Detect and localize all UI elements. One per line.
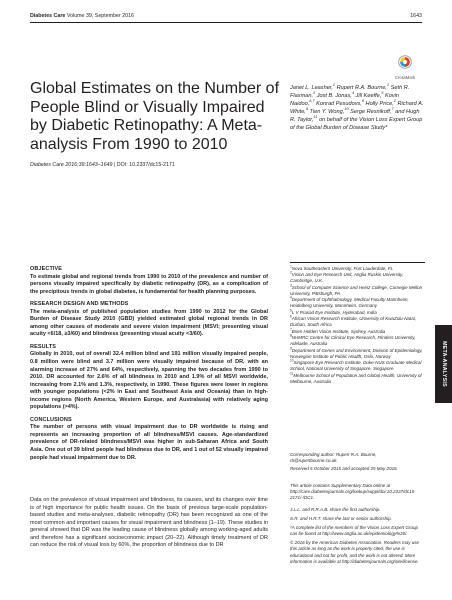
affiliation-text: School of Computer Science and Heinz College, Carnegie Mellon University, Pittsburgh, PA (290, 284, 423, 296)
footnote-item: © 2016 by the American Diabetes Association. Readers may use this article as long as the work is properly cited, the use is educational and not for profit, and the work is not altered. More information is available at http://diabetesjournals.org/site/license. (290, 540, 420, 564)
conclusions-text: The number of persons with visual impairment due to DR worldwide is rising and represents an increasing proportion of all blindness/MSVI causes. Age-standardized prevalence of DR-related blindness/MSVI was higher in sub-Saharan Africa and South Asia. One out of 39 blind people had blindness due to DR, and 1 out of 52 visually impaired people had visual impairment due to DR. (30, 424, 268, 461)
design-text: The meta-analysis of published population studies from 1990 to 2012 for the Global Burden of Disease Study 2010 (GBD) yielded estimated global regional trends in DR among other causes of moderate and severe vision impairment (MSVI; presenting visual acuity <6/18, ≥3/60) and blindness (presenting visual acuity <3/60). (30, 308, 268, 338)
affiliation-number: 1 (290, 264, 292, 269)
affiliation-number: 2 (290, 270, 292, 275)
affiliation-text: L V Prasad Eye Institute, Hyderabad, India (291, 309, 377, 315)
affiliation-number: 6 (290, 314, 292, 319)
affiliation-text: Singapore Eye Research Institute, Duke-NUS Graduate Medical School, National University of Singapore, Singapore (290, 360, 422, 372)
affiliation-text: Nova Southeastern University, Fort Lauderdale, FL (291, 266, 393, 271)
abstract (30, 266, 268, 467)
author-name: Serge Resnikoff, (350, 109, 392, 116)
article-title: Global Estimates on the Number of People Blind or Visually Impaired by Diabetic Retinopathy: A Meta-analysis From 1990 to 2010 (30, 80, 280, 153)
footnote-item: J.L.L. and R.R.A.B. share the first authorship. (290, 507, 381, 512)
affiliation-text: NHMRC Centre for Clinical Eye Research, Flinders University, Adelaide, Australia (290, 335, 416, 347)
author-affiliation-mark: 2 (386, 83, 390, 88)
corresponding-author: Corresponding author: Rupert R.A. Bourne, rb@rupertbourne.co.uk. (290, 452, 377, 464)
crossmark-badge[interactable] (385, 55, 425, 80)
article-citation: Diabetes Care 2016;39:1643–1649 | DOI: 10.2337/dc15-2171 (30, 162, 175, 168)
affiliation-item (290, 297, 425, 309)
design-heading: RESEARCH DESIGN AND METHODS (30, 301, 129, 308)
affiliation-text: Melbourne School of Population and Global Health, University of Melbourne, Australia (290, 372, 422, 384)
crossmark-icon (398, 55, 412, 69)
author-affiliation-mark: 2 (393, 99, 396, 104)
objective-text: To estimate global and regional trends from 1990 to 2010 of the prevalence and number of persons visually impaired specifically by diabetic retinopathy (DR), as a complication of the precipitous trends in global diabetes, is fundamental for health planning purposes. (30, 273, 268, 295)
author-name: Konrad Pesudovs, (316, 101, 362, 108)
journal-issue: Volume 39, September 2016 (66, 13, 134, 19)
header-divider (30, 22, 422, 23)
page-number: 1643 (410, 13, 422, 19)
affiliation-text: Department of Genes and Environment, Division of Epidemiology, Norwegian Institute of Public Health, Oslo, Norway (290, 347, 423, 359)
author-affiliation-mark: 1 (332, 83, 336, 88)
citation-text: Diabetes Care 2016;39:1643–1649 (30, 162, 113, 168)
affiliation-item (290, 360, 425, 372)
footnote-item: *A complete list of the members of the Vision Loss Expert Group can be found at http://www.anglia.ac.uk/epidemiology%20/. (290, 525, 419, 537)
crossmark-label: CrossMark (394, 75, 416, 80)
author-affiliation-mark: 10 (344, 107, 349, 112)
author-name: on behalf of the Vision Loss Expert Group of the Global Burden of Disease Study* (290, 117, 423, 132)
affiliation-text: Brien Holden Vision Institute, Sydney, Australia (291, 328, 386, 334)
author-name: Richard A. White, (290, 101, 424, 116)
author-list (290, 84, 425, 133)
author-affiliation-mark: 11 (313, 115, 318, 120)
affiliation-text: African Vision Research Institute, University of KwaZulu-Natal, Durban, South Africa (290, 316, 416, 328)
affiliation-item (290, 348, 425, 360)
affiliation-number: 7 (290, 327, 292, 332)
author-affiliation-mark: 9 (305, 107, 308, 112)
affiliation-number: 4 (290, 295, 292, 300)
affiliation-item (290, 316, 425, 328)
author-affiliation-mark: 4 (351, 91, 354, 96)
affiliation-number: 9 (290, 346, 292, 351)
affiliation-number: 5 (290, 308, 292, 313)
journal-name: Diabetes Care (30, 13, 66, 19)
affiliation-item (290, 272, 425, 284)
author-affiliation-mark: 3 (313, 91, 316, 96)
author-name: Tien Y. Wong, (309, 109, 345, 116)
affiliation-divider (290, 262, 425, 263)
author-name: Janet L. Leasher, (290, 85, 333, 91)
author-affiliation-mark: 5 (381, 91, 384, 96)
doi-link[interactable]: DOI: 10.2337/dc15-2171 (116, 162, 175, 168)
author-name: Jost B. Jonas, (316, 93, 352, 100)
supplementary-note: This article contains Supplementary Data online at http://care.diabetesjournals.org/lookup/suppl/doi:10.2337/dc15-2171/-/DC1. (290, 483, 416, 501)
affiliation-text: Department of Ophthalmology, Medical Faculty Mannheim, Heidelberg University, Mannheim, Germany (290, 297, 409, 309)
author-affiliation-mark: 7 (391, 107, 394, 112)
affiliation-number: 3 (290, 283, 292, 288)
footnotes (290, 507, 425, 568)
conclusions-heading: CONCLUSIONS (30, 416, 72, 423)
results-heading: RESULTS (30, 343, 56, 350)
results-text: Globally in 2010, out of overall 32.4 million blind and 191 million visually impaired people, 0.8 million were blind and 3.7 million were visually impaired because of DR, with an alarming increase of 27% and 64%, respectively, spanning the two decades from 1990 to 2010. DR accounted for 2.6% of all blindness in 2010 and 1.9% of all MSVI worldwide, increasing from 2.1% and 1.3%, respectively, in 1990. These figures were lower in regions with younger populations (<2% in East and Southeast Asia and Oceania) than in high-income regions (North America, Western Europe, and Australasia) with relatively aging populations (>4%). (30, 351, 268, 411)
affiliation-item (290, 335, 425, 347)
side-tab-label: META-ANALYSIS (440, 341, 447, 387)
author-affiliation-mark: 8 (361, 99, 364, 104)
affiliation-list (290, 266, 425, 385)
author-name: Seth R. Flaxman, (290, 85, 410, 100)
author-name: Kovin Naidoo, (290, 93, 400, 108)
received-date: Received 5 October 2015 and accepted 25 May 2016. (290, 466, 398, 471)
author-name: Jill Keeffe, (355, 93, 382, 100)
section-side-tab (435, 325, 452, 403)
author-name: Holly Price, (365, 101, 394, 108)
author-name: Rupert R.A. Bourne, (336, 85, 387, 91)
affiliation-item (290, 329, 425, 335)
objective-heading: OBJECTIVE (30, 266, 63, 272)
affiliation-number: 8 (290, 333, 292, 338)
affiliation-item (290, 373, 425, 385)
footnote-item: S.R. and H.R.T. share the last or senior authorship. (290, 516, 392, 522)
author-affiliation-mark: 6,7 (309, 99, 315, 104)
body-paragraph: Data on the prevalence of visual impairment and blindness, its causes, and its changes over time is of high importance for public health issues. On the basis of previous large-scale population-based studies and meta-analyses, diabetic retinopathy (DR) has been recognized as one of the most common and important causes for visual impairment and blindness (1–19). These studies in general showed that DR was the leading cause of blindness globally among working-aged adults and therefore has a significant socioeconomic impact (20–22). Although timely treatment of DR can reduce the risk of visual loss by 60%, the proportion of blindness due to DR (30, 497, 268, 548)
journal-info (30, 13, 134, 19)
author-name: and Hugh R. Taylor, (290, 109, 420, 124)
affiliation-item (290, 285, 425, 297)
affiliation-number: 10 (290, 358, 294, 363)
affiliation-number: 11 (290, 371, 294, 376)
affiliation-text: Vision and Eye Research Unit, Anglia Ruskin University, Cambridge, U.K. (290, 272, 404, 284)
